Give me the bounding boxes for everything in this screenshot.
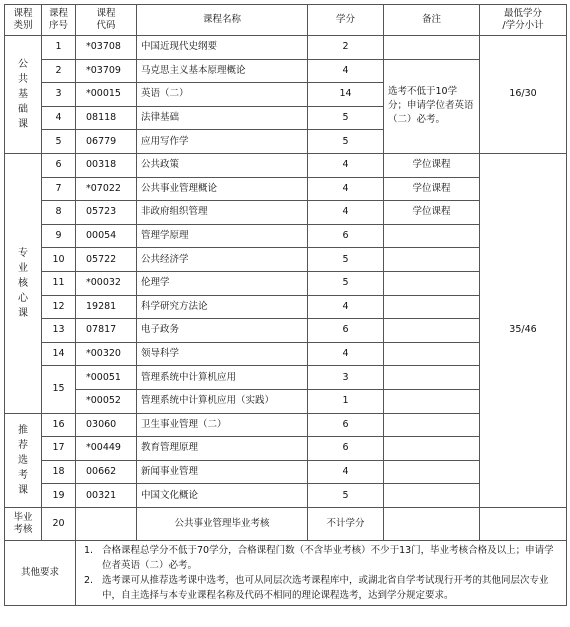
requirement-item: [84, 543, 560, 573]
course-name-cell: 中国文化概论: [137, 484, 308, 508]
code-cell: 00662: [76, 460, 137, 484]
seq-cell: 9: [42, 224, 76, 248]
category-cell: [5, 413, 42, 507]
category-cell-text: 公 共 基 础 课: [18, 58, 28, 130]
credit-cell: 14: [308, 83, 384, 107]
note-cell: [384, 342, 480, 366]
note-cell: 学位课程: [384, 177, 480, 201]
course-name-cell: 非政府组织管理: [137, 201, 308, 225]
seq-cell: 8: [42, 201, 76, 225]
code-cell: 07817: [76, 319, 137, 343]
code-cell: 03060: [76, 413, 137, 437]
course-name-cell: 伦理学: [137, 271, 308, 295]
credit-cell: 5: [308, 248, 384, 272]
note-cell: 学位课程: [384, 153, 480, 177]
course-name-cell: 公共事业管理概论: [137, 177, 308, 201]
code-cell: *03708: [76, 36, 137, 60]
note-cell: [384, 224, 480, 248]
credit-cell: 2: [308, 36, 384, 60]
note-cell: [384, 366, 480, 390]
seq-cell: 3: [42, 83, 76, 107]
seq-cell: 10: [42, 248, 76, 272]
course-name-cell: 公共政策: [137, 153, 308, 177]
seq-cell: 7: [42, 177, 76, 201]
header-credit: 学分: [308, 5, 384, 36]
code-cell: 08118: [76, 106, 137, 130]
seq-cell: 19: [42, 484, 76, 508]
category-cell-text: 推 荐 选 考 课: [18, 424, 28, 496]
note-cell: 选考不低于10学分；申请学位者英语（二）必考。: [384, 59, 480, 153]
seq-cell: 15: [42, 366, 76, 413]
code-cell: *03709: [76, 59, 137, 83]
seq-cell: 14: [42, 342, 76, 366]
seq-cell: 16: [42, 413, 76, 437]
graduation-seq: 20: [42, 507, 76, 540]
graduation-name: 公共事业管理毕业考核: [137, 507, 308, 540]
credit-cell: 5: [308, 130, 384, 154]
graduation-min: [480, 507, 567, 540]
course-name-cell: 法律基础: [137, 106, 308, 130]
code-cell: 05723: [76, 201, 137, 225]
course-row: [5, 36, 567, 60]
code-cell: 00321: [76, 484, 137, 508]
course-name-cell: 马克思主义基本原理概论: [137, 59, 308, 83]
course-name-cell: 管理系统中计算机应用: [137, 366, 308, 390]
code-cell: *07022: [76, 177, 137, 201]
credit-cell: 4: [308, 295, 384, 319]
requirement-number: 1.: [84, 544, 94, 556]
header-min: 最低学分 /学分小计: [480, 5, 567, 36]
seq-cell: 17: [42, 437, 76, 461]
seq-cell: 5: [42, 130, 76, 154]
credit-cell: 6: [308, 319, 384, 343]
graduation-code: [76, 507, 137, 540]
code-cell: 06779: [76, 130, 137, 154]
seq-cell: 2: [42, 59, 76, 83]
category-cell: [5, 153, 42, 413]
seq-cell: 6: [42, 153, 76, 177]
credit-cell: 4: [308, 177, 384, 201]
header-row: [5, 5, 567, 36]
seq-cell: 13: [42, 319, 76, 343]
note-cell: 学位课程: [384, 201, 480, 225]
course-name-cell: 领导科学: [137, 342, 308, 366]
seq-cell: 4: [42, 106, 76, 130]
category-cell: [5, 36, 42, 154]
requirement-item: [84, 573, 560, 603]
requirement-text: 选考课可从推荐选考课中选考，也可从同层次选考课程库中，或湖北省自学考试现行开考的其他同层次专业中，自主选择与本专业课程名称及代码不相同的理论课程选考，达到学分规定要求。: [102, 574, 549, 601]
other-requirements-row: [5, 540, 567, 605]
requirement-number: 2.: [84, 574, 94, 586]
course-name-cell: 教育管理原理: [137, 437, 308, 461]
note-cell: [384, 413, 480, 437]
course-row: [5, 153, 567, 177]
course-name-cell: 电子政务: [137, 319, 308, 343]
credit-cell: 5: [308, 106, 384, 130]
note-cell: [384, 319, 480, 343]
code-cell: 00318: [76, 153, 137, 177]
curriculum-table: [4, 4, 566, 623]
seq-cell: 18: [42, 460, 76, 484]
course-name-cell: 管理系统中计算机应用（实践）: [137, 389, 308, 413]
note-cell: [384, 271, 480, 295]
header-category: 课程 类别: [5, 5, 42, 36]
course-name-cell: 应用写作学: [137, 130, 308, 154]
course-table: [4, 4, 567, 606]
note-cell: [384, 460, 480, 484]
seq-cell: 11: [42, 271, 76, 295]
note-cell: [384, 36, 480, 60]
note-cell: [384, 248, 480, 272]
credit-cell: 4: [308, 201, 384, 225]
credit-cell: 6: [308, 413, 384, 437]
code-cell: 19281: [76, 295, 137, 319]
course-name-cell: 新闻事业管理: [137, 460, 308, 484]
graduation-row: [5, 507, 567, 540]
header-code: 课程 代码: [76, 5, 137, 36]
course-name-cell: 科学研究方法论: [137, 295, 308, 319]
credit-cell: 5: [308, 484, 384, 508]
header-seq: 课程 序号: [42, 5, 76, 36]
graduation-credit: 不计学分: [308, 507, 384, 540]
code-cell: *00032: [76, 271, 137, 295]
note-cell: [384, 484, 480, 508]
course-name-cell: 管理学原理: [137, 224, 308, 248]
category-cell-text: 专 业 核 心 课: [18, 247, 28, 319]
min-credit-cell: 35/46: [480, 153, 567, 507]
other-requirements: [76, 540, 567, 605]
credit-cell: 6: [308, 224, 384, 248]
credit-cell: 4: [308, 342, 384, 366]
requirement-text: 合格课程总学分不低于70学分，合格课程门数（不含毕业考核）不少于13门，毕业考核合格及以上；申请学位者英语（二）必考。: [102, 544, 554, 571]
course-name-cell: 英语（二）: [137, 83, 308, 107]
course-name-cell: 卫生事业管理（二）: [137, 413, 308, 437]
code-cell: *00051: [76, 366, 137, 390]
code-cell: *00320: [76, 342, 137, 366]
code-cell: 05722: [76, 248, 137, 272]
graduation-category: 毕业 考核: [5, 507, 42, 540]
credit-cell: 1: [308, 389, 384, 413]
code-cell: 00054: [76, 224, 137, 248]
code-cell: *00449: [76, 437, 137, 461]
other-label: 其他要求: [5, 540, 76, 605]
note-cell: [384, 389, 480, 413]
course-name-cell: 公共经济学: [137, 248, 308, 272]
credit-cell: 6: [308, 437, 384, 461]
code-cell: *00015: [76, 83, 137, 107]
credit-cell: 3: [308, 366, 384, 390]
credit-cell: 4: [308, 59, 384, 83]
header-name: 课程名称: [137, 5, 308, 36]
note-cell: [384, 295, 480, 319]
credit-cell: 4: [308, 460, 384, 484]
note-cell: [384, 437, 480, 461]
graduation-note: [384, 507, 480, 540]
code-cell: *00052: [76, 389, 137, 413]
header-note: 备注: [384, 5, 480, 36]
seq-cell: 12: [42, 295, 76, 319]
course-name-cell: 中国近现代史纲要: [137, 36, 308, 60]
credit-cell: 5: [308, 271, 384, 295]
credit-cell: 4: [308, 153, 384, 177]
min-credit-cell: 16/30: [480, 36, 567, 154]
seq-cell: 1: [42, 36, 76, 60]
